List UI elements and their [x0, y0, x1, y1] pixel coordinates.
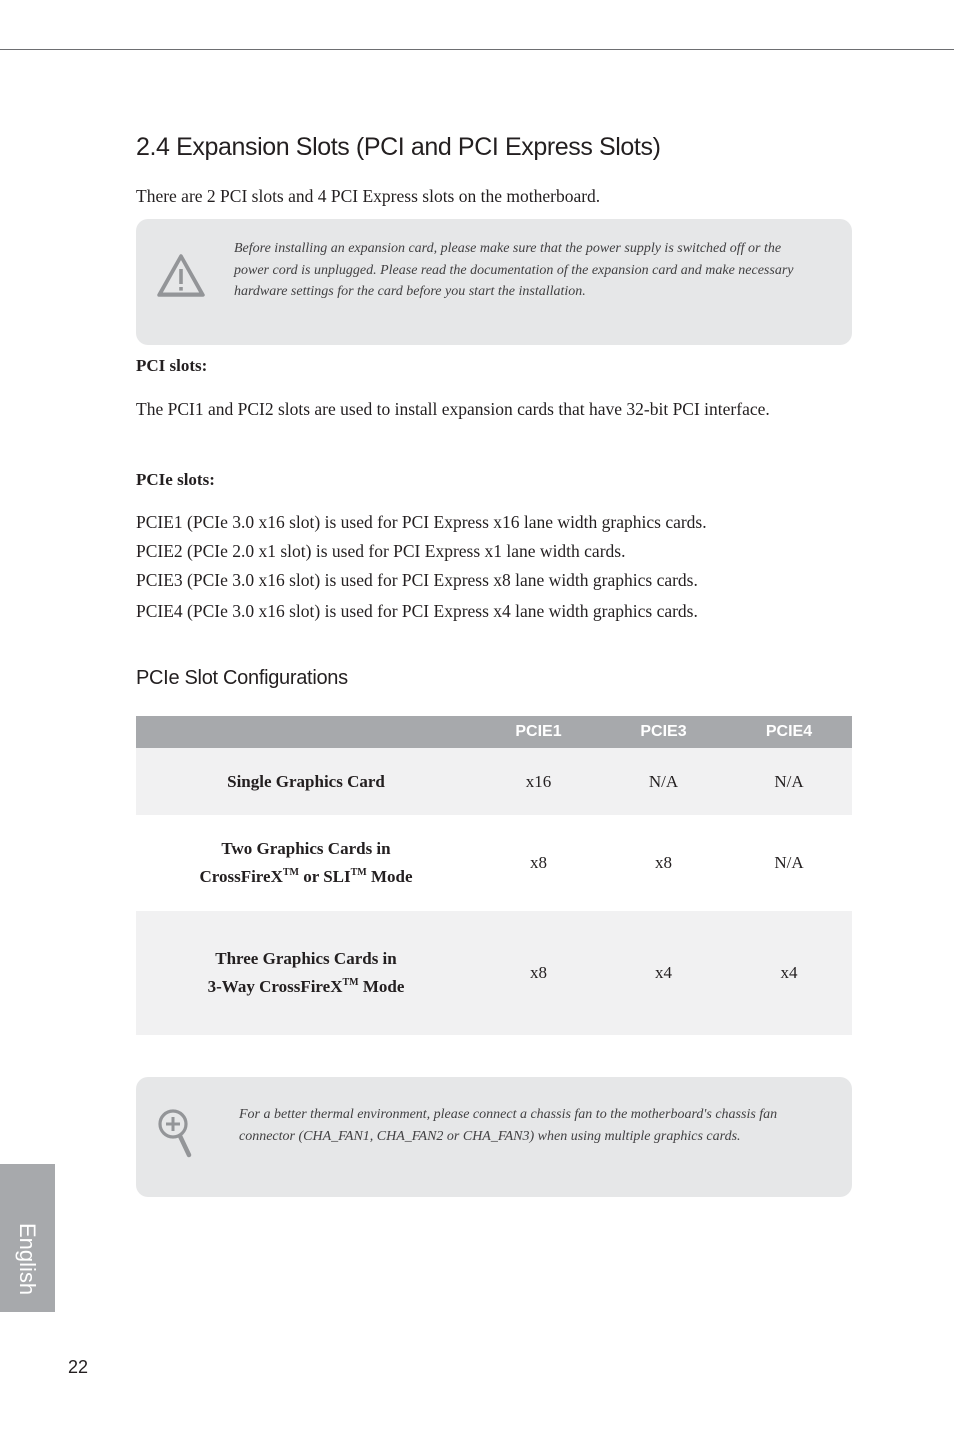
table-row: [136, 815, 852, 911]
table-row: [136, 911, 852, 1035]
config-title: PCIe Slot Configurations: [136, 667, 348, 689]
language-tab: [0, 1164, 55, 1312]
pcie-slot-line: PCIE2 (PCIe 2.0 x1 slot) is used for PCI Express x1 lane width cards.: [136, 541, 626, 561]
tip-text: For a better thermal environment, please connect a chassis fan to the motherboard's chassis fan connector (CHA_FAN1, CHA_FAN2 or CHA_FAN3) when using multiple graphics cards.: [239, 1107, 778, 1144]
table-cell: x8: [655, 853, 672, 872]
warning-triangle-icon: [156, 253, 206, 299]
config-label: Three Graphics Cards in 3-Way CrossFireX™ Mode: [136, 911, 476, 1035]
table-cell: N/A: [726, 748, 852, 815]
language-label: English: [15, 1223, 40, 1296]
pcie-slot-list: [136, 508, 707, 626]
magnifier-plus-icon: [156, 1107, 196, 1159]
table-cell: x16: [476, 748, 601, 815]
table-cell: x4: [601, 911, 726, 1035]
pcie-slot-line: PCIE1 (PCIe 3.0 x16 slot) is used for PCI Express x16 lane width graphics cards.: [136, 512, 707, 532]
config-label: Two Graphics Cards in CrossFireX™ or SLI™ Mode: [199, 839, 413, 886]
page-number: 22: [68, 1357, 89, 1377]
pci-slots-heading: PCI slots:: [136, 356, 208, 375]
pcie-slot-line: PCIE3 (PCIe 3.0 x16 slot) is used for PCI Express x8 lane width graphics cards.: [136, 570, 698, 590]
table-cell: x8: [530, 853, 547, 872]
table-header-row: [136, 716, 852, 748]
table-cell: x4: [726, 911, 852, 1035]
pci-slots-text: The PCI1 and PCI2 slots are used to install expansion cards that have 32-bit PCI interface.: [136, 399, 770, 419]
pcie-config-table: [136, 716, 852, 1035]
table-cell: x8: [476, 911, 601, 1035]
table-cell: N/A: [601, 748, 726, 815]
intro-text: There are 2 PCI slots and 4 PCI Express slots on the motherboard.: [136, 186, 601, 206]
header-rule: [0, 49, 954, 50]
caution-text: Before installing an expansion card, please make sure that the power supply is switched off or the power cord is unplugged. Please read the documentation of the expansion card and make necessary hardware settings for the card before you start the installation.: [234, 241, 794, 299]
section-title: 2.4 Expansion Slots (PCI and PCI Express Slots): [136, 133, 661, 161]
table-header-cell: [136, 716, 476, 748]
table-cell: N/A: [774, 853, 804, 872]
table-header-cell: PCIE3: [601, 716, 726, 748]
tip-note: [136, 1077, 852, 1197]
pcie-slot-line: PCIE4 (PCIe 3.0 x16 slot) is used for PCI Express x4 lane width graphics cards.: [136, 601, 698, 621]
config-label: Single Graphics Card: [136, 748, 476, 815]
pcie-slots-heading: PCIe slots:: [136, 470, 215, 489]
caution-note: [136, 219, 852, 345]
table-row: [136, 748, 852, 815]
table-header-cell: PCIE1: [476, 716, 601, 748]
table-header-cell: PCIE4: [726, 716, 852, 748]
